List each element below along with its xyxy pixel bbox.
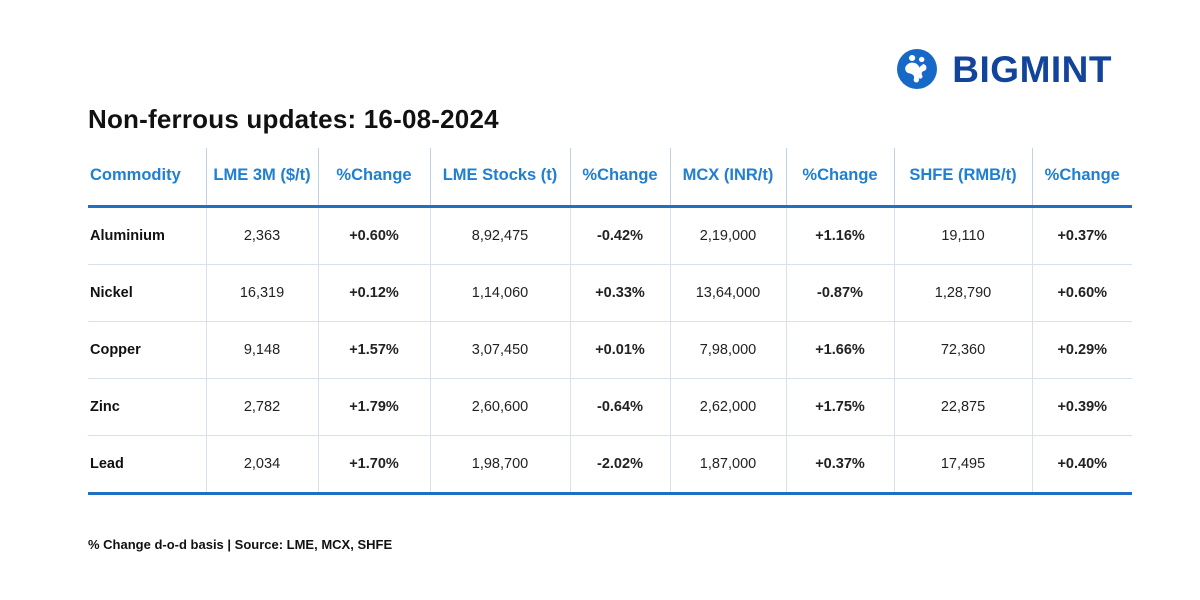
brand-name: BIGMINT — [952, 48, 1112, 90]
bigmint-logo-icon — [896, 48, 938, 90]
non-ferrous-table — [88, 148, 1132, 495]
cell-shfe: 1,28,790 — [894, 265, 1032, 322]
cell-lme-3m: 2,782 — [206, 379, 318, 436]
cell-lme-stocks: 1,98,700 — [430, 436, 570, 494]
cell-lme-stocks-change: +0.33% — [570, 265, 670, 322]
page-title: Non-ferrous updates: 16-08-2024 — [88, 104, 499, 134]
cell-mcx-change: +1.66% — [786, 322, 894, 379]
cell-mcx-change: +1.75% — [786, 379, 894, 436]
non-ferrous-table-wrap — [88, 148, 1120, 495]
column-header-lme-stocks: LME Stocks (t) — [430, 148, 570, 207]
table-row — [88, 436, 1132, 494]
column-header-commodity: Commodity — [88, 148, 206, 207]
cell-lme-3m: 16,319 — [206, 265, 318, 322]
cell-lme-stocks-change: +0.01% — [570, 322, 670, 379]
cell-mcx: 1,87,000 — [670, 436, 786, 494]
cell-shfe-change: +0.37% — [1032, 207, 1132, 265]
cell-shfe-change: +0.39% — [1032, 379, 1132, 436]
table-row — [88, 207, 1132, 265]
cell-commodity: Nickel — [88, 265, 206, 322]
cell-mcx: 7,98,000 — [670, 322, 786, 379]
cell-mcx-change: -0.87% — [786, 265, 894, 322]
cell-lme-3m: 9,148 — [206, 322, 318, 379]
cell-shfe: 17,495 — [894, 436, 1032, 494]
source-footnote: % Change d-o-d basis | Source: LME, MCX, SHFE — [88, 537, 393, 552]
cell-lme-3m-change: +1.70% — [318, 436, 430, 494]
cell-commodity: Lead — [88, 436, 206, 494]
cell-lme-3m-change: +0.12% — [318, 265, 430, 322]
column-header-mcx: MCX (INR/t) — [670, 148, 786, 207]
cell-lme-stocks-change: -0.42% — [570, 207, 670, 265]
cell-shfe-change: +0.29% — [1032, 322, 1132, 379]
cell-lme-stocks-change: -0.64% — [570, 379, 670, 436]
column-header-shfe: SHFE (RMB/t) — [894, 148, 1032, 207]
cell-shfe: 72,360 — [894, 322, 1032, 379]
cell-lme-3m-change: +1.57% — [318, 322, 430, 379]
cell-commodity: Zinc — [88, 379, 206, 436]
column-header-lme-stocks-change: %Change — [570, 148, 670, 207]
column-header-lme-3m-change: %Change — [318, 148, 430, 207]
column-header-lme-3m: LME 3M ($/t) — [206, 148, 318, 207]
table-row — [88, 265, 1132, 322]
cell-lme-stocks: 1,14,060 — [430, 265, 570, 322]
cell-lme-3m-change: +0.60% — [318, 207, 430, 265]
cell-mcx: 2,19,000 — [670, 207, 786, 265]
cell-lme-3m: 2,363 — [206, 207, 318, 265]
cell-lme-stocks-change: -2.02% — [570, 436, 670, 494]
cell-mcx-change: +1.16% — [786, 207, 894, 265]
table-row — [88, 322, 1132, 379]
column-header-shfe-change: %Change — [1032, 148, 1132, 207]
cell-lme-3m: 2,034 — [206, 436, 318, 494]
cell-mcx: 13,64,000 — [670, 265, 786, 322]
cell-mcx: 2,62,000 — [670, 379, 786, 436]
table-row — [88, 379, 1132, 436]
cell-shfe-change: +0.40% — [1032, 436, 1132, 494]
cell-lme-stocks: 8,92,475 — [430, 207, 570, 265]
table-header-row — [88, 148, 1132, 207]
cell-shfe: 19,110 — [894, 207, 1032, 265]
cell-shfe: 22,875 — [894, 379, 1032, 436]
cell-lme-3m-change: +1.79% — [318, 379, 430, 436]
column-header-mcx-change: %Change — [786, 148, 894, 207]
brand-lockup — [896, 48, 1112, 90]
cell-mcx-change: +0.37% — [786, 436, 894, 494]
cell-commodity: Copper — [88, 322, 206, 379]
cell-lme-stocks: 2,60,600 — [430, 379, 570, 436]
cell-lme-stocks: 3,07,450 — [430, 322, 570, 379]
cell-commodity: Aluminium — [88, 207, 206, 265]
cell-shfe-change: +0.60% — [1032, 265, 1132, 322]
